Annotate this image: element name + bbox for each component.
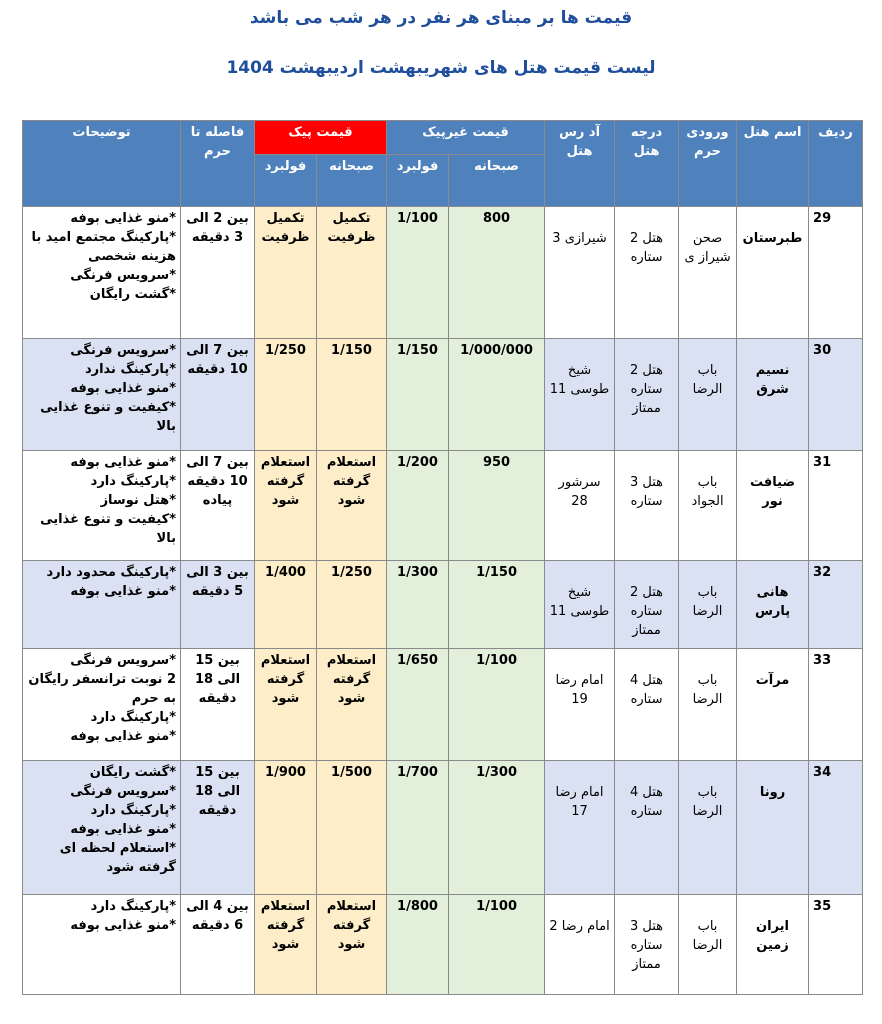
note-line: *منو غذایی بوفه [70, 211, 176, 226]
offpeak-breakfast-cell: 800 [449, 207, 545, 339]
grade-cell: هتل 3 ستاره [615, 451, 679, 561]
peak-breakfast-cell: استعلام گرفته شود [317, 895, 387, 995]
notes-cell [23, 339, 181, 451]
peak-fullboard-cell: استعلام گرفته شود [255, 895, 317, 995]
entrance-cell: باب الرضا [679, 761, 737, 895]
header-offpeak-breakfast: صبحانه [449, 155, 545, 207]
note-line: *پارکینگ دارد [90, 803, 176, 818]
header-offpeak-fullboard: فولبرد [387, 155, 449, 207]
offpeak-breakfast-cell: 1/100 [449, 649, 545, 761]
note-line: *پارکینگ محدود دارد [46, 565, 176, 580]
peak-breakfast-cell: 1/250 [317, 561, 387, 649]
grade-cell: هتل 2 ستاره ممتاز [615, 561, 679, 649]
peak-fullboard-cell: 1/900 [255, 761, 317, 895]
address-cell: امام رضا 2 [545, 895, 615, 995]
note-line: *هتل نوساز [100, 493, 176, 508]
note-line: *منو غذایی بوفه [70, 584, 176, 599]
entrance-cell: باب الرضا [679, 339, 737, 451]
peak-breakfast-cell: استعلام گرفته شود [317, 649, 387, 761]
offpeak-fullboard-cell: 1/650 [387, 649, 449, 761]
address-cell: امام رضا 19 [545, 649, 615, 761]
header-entrance: ورودی حرم [679, 121, 737, 207]
header-peak-price: قیمت پیک [255, 121, 387, 155]
table-row [23, 451, 863, 561]
row-number-cell: 34 [809, 761, 863, 895]
row-number-cell: 31 [809, 451, 863, 561]
header-peak-breakfast: صبحانه [317, 155, 387, 207]
row-number-cell: 33 [809, 649, 863, 761]
hotel-name-cell: رونا [737, 761, 809, 895]
offpeak-breakfast-cell: 1/000/000 [449, 339, 545, 451]
note-line: *منو غذایی بوفه [70, 729, 176, 744]
note-line: *کیفیت و تنوع غذایی بالا [40, 512, 176, 546]
hotel-name-cell: هانی پارس [737, 561, 809, 649]
page-title-price-list: لیست قیمت هتل های شهریبهشت اردیبهشت 1404 [226, 58, 656, 78]
note-line: *پارکینگ دارد [90, 899, 176, 914]
header-grade: درجه هتل [615, 121, 679, 207]
entrance-cell: باب الجواد [679, 451, 737, 561]
row-number-cell: 32 [809, 561, 863, 649]
note-line: *سرویس فرنگی [70, 343, 176, 358]
header-distance: فاصله تا حرم [181, 121, 255, 207]
note-line: *منو غذایی بوفه [70, 381, 176, 396]
offpeak-fullboard-cell: 1/100 [387, 207, 449, 339]
note-line: *منو غذایی بوفه [70, 918, 176, 933]
header-peak-fullboard: فولبرد [255, 155, 317, 207]
grade-cell: هتل 4 ستاره [615, 761, 679, 895]
distance-cell: بین 7 الی 10 دقیقه [181, 339, 255, 451]
entrance-cell: باب الرضا [679, 649, 737, 761]
grade-cell: هتل 3 ستاره ممتاز [615, 895, 679, 995]
address-cell: شیخ طوسی 11 [545, 339, 615, 451]
peak-breakfast-cell: 1/150 [317, 339, 387, 451]
offpeak-fullboard-cell: 1/300 [387, 561, 449, 649]
header-row-number: ردیف [809, 121, 863, 207]
peak-fullboard-cell: استعلام گرفته شود [255, 451, 317, 561]
entrance-cell: باب الرضا [679, 561, 737, 649]
notes-cell [23, 451, 181, 561]
note-line: *پارکینگ دارد [90, 710, 176, 725]
note-line: 2 نوبت ترانسفر رایگان به حرم [28, 672, 176, 706]
distance-cell: بین 4 الی 6 دقیقه [181, 895, 255, 995]
notes-cell [23, 561, 181, 649]
distance-cell: بین 7 الی 10 دقیقه پیاده [181, 451, 255, 561]
note-line: *منو غذایی بوفه [70, 822, 176, 837]
distance-cell: بین 2 الی 3 دقیقه [181, 207, 255, 339]
distance-cell: بین 3 الی 5 دقیقه [181, 561, 255, 649]
notes-cell [23, 761, 181, 895]
row-number-cell: 29 [809, 207, 863, 339]
offpeak-fullboard-cell: 1/700 [387, 761, 449, 895]
hotel-name-cell: ایران زمین [737, 895, 809, 995]
address-cell: سرشور 28 [545, 451, 615, 561]
note-line: *استعلام لحظه ای گرفته شود [59, 841, 176, 875]
peak-breakfast-cell: 1/500 [317, 761, 387, 895]
note-line: *پارکینگ ندارد [84, 362, 176, 377]
note-line: *پارکینگ مجتمع امید با هزینه شخصی [31, 230, 176, 264]
note-line: *سرویس فرنگی [70, 784, 176, 799]
table-row [23, 649, 863, 761]
peak-fullboard-cell: تکمیل ظرفیت [255, 207, 317, 339]
note-line: *سرویس فرنگی [70, 268, 176, 283]
distance-cell: بین 15 الی 18 دقیقه [181, 761, 255, 895]
peak-fullboard-cell: استعلام گرفته شود [255, 649, 317, 761]
table-row [23, 761, 863, 895]
peak-breakfast-cell: استعلام گرفته شود [317, 451, 387, 561]
offpeak-breakfast-cell: 1/300 [449, 761, 545, 895]
notes-cell [23, 207, 181, 339]
peak-breakfast-cell: تکمیل ظرفیت [317, 207, 387, 339]
distance-cell: بین 15 الی 18 دقیقه [181, 649, 255, 761]
row-number-cell: 35 [809, 895, 863, 995]
header-offpeak-price: قیمت غیرپیک [387, 121, 545, 155]
header-address: آد رس هتل [545, 121, 615, 207]
note-line: *پارکینگ دارد [90, 474, 176, 489]
table-row [23, 895, 863, 995]
note-line: *منو غذایی بوفه [70, 455, 176, 470]
offpeak-fullboard-cell: 1/150 [387, 339, 449, 451]
hotel-name-cell: نسیم شرق [737, 339, 809, 451]
hotel-price-table [22, 120, 863, 995]
entrance-cell: باب الرضا [679, 895, 737, 995]
address-cell: شیرازی 3 [545, 207, 615, 339]
note-line: *سرویس فرنگی [70, 653, 176, 668]
page-title-pricing-note: قیمت ها بر مبنای هر نفر در هر شب می باشد [249, 8, 633, 28]
peak-fullboard-cell: 1/250 [255, 339, 317, 451]
notes-cell [23, 649, 181, 761]
row-number-cell: 30 [809, 339, 863, 451]
header-notes: توضیحات [23, 121, 181, 207]
offpeak-fullboard-cell: 1/800 [387, 895, 449, 995]
table-row [23, 207, 863, 339]
hotel-name-cell: طبرستان [737, 207, 809, 339]
entrance-cell: صحن شیراز ی [679, 207, 737, 339]
note-line: *کیفیت و تنوع غذایی بالا [40, 400, 176, 434]
hotel-name-cell: مرآت [737, 649, 809, 761]
address-cell: شیخ طوسی 11 [545, 561, 615, 649]
address-cell: امام رضا 17 [545, 761, 615, 895]
note-line: *گشت رایگان [89, 765, 176, 780]
grade-cell: هتل 2 ستاره ممتاز [615, 339, 679, 451]
note-line: *گشت رایگان [89, 287, 176, 302]
peak-fullboard-cell: 1/400 [255, 561, 317, 649]
hotel-name-cell: ضیافت نور [737, 451, 809, 561]
grade-cell: هتل 2 ستاره [615, 207, 679, 339]
notes-cell [23, 895, 181, 995]
offpeak-fullboard-cell: 1/200 [387, 451, 449, 561]
grade-cell: هتل 4 ستاره [615, 649, 679, 761]
offpeak-breakfast-cell: 1/100 [449, 895, 545, 995]
table-row [23, 339, 863, 451]
offpeak-breakfast-cell: 1/150 [449, 561, 545, 649]
offpeak-breakfast-cell: 950 [449, 451, 545, 561]
table-row [23, 561, 863, 649]
header-hotel-name: اسم هتل [737, 121, 809, 207]
